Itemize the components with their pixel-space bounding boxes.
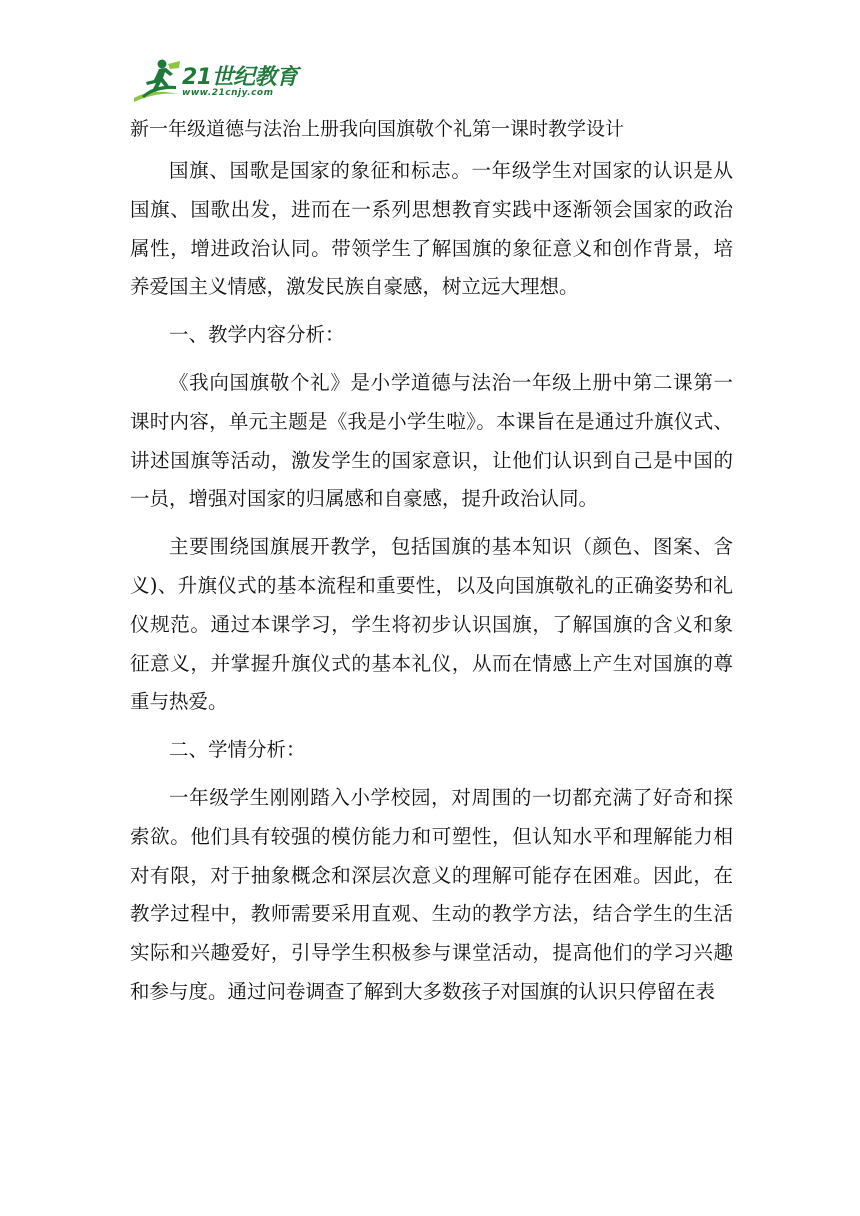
site-logo[interactable] bbox=[132, 58, 302, 104]
section-heading-content-analysis: 一、教学内容分析： bbox=[169, 323, 345, 347]
document-title: 新一年级道德与法治上册我向国旗敬个礼第一课时教学设计 bbox=[130, 118, 625, 140]
content-analysis-paragraph-1: 《我向国旗敬个礼》是小学道德与法治一年级上册中第二课第一课时内容，单元主题是《我是小学生啦》。本课旨在是通过升旗仪式、讲述国旗等活动，激发学生的国家意识，让他们认识到自己是中国的一员，增强对国家的归属感和自豪感，提升政治认同。 bbox=[130, 370, 733, 511]
logo-url: www.21cnjy.com bbox=[182, 88, 274, 98]
running-figure-icon bbox=[132, 58, 182, 104]
intro-paragraph: 国旗、国歌是国家的象征和标志。一年级学生对国家的认识是从国旗、国歌出发，进而在一系列思想教育实践中逐渐领会国家的政治属性，增进政治认同。带领学生了解国旗的象征意义和创作背景，培养爱国主义情感，激发民族自豪感，树立远大理想。 bbox=[130, 159, 733, 299]
section-heading-student-analysis: 二、学情分析： bbox=[169, 738, 306, 762]
document-body bbox=[130, 152, 733, 1021]
logo-name: 21世纪教育 bbox=[182, 65, 298, 90]
content-analysis-paragraph-2: 主要围绕国旗展开教学，包括国旗的基本知识（颜色、图案、含义)、升旗仪式的基本流程和重要性，以及向国旗敬礼的正确姿势和礼仪规范。通过本课学习，学生将初步认识国旗，了解国旗的含义和象征意义，并掌握升旗仪式的基本礼仪，从而在情感上产生对国旗的尊重与热爱。 bbox=[130, 535, 733, 714]
student-analysis-paragraph: 一年级学生刚刚踏入小学校园，对周围的一切都充满了好奇和探索欲。他们具有较强的模仿能力和可塑性，但认知水平和理解能力相对有限，对于抽象概念和深层次意义的理解可能存在困难。因此，在教学过程中，教师需要采用直观、生动的教学方法，结合学生的生活实际和兴趣爱好，引导学生积极参与课堂活动，提高他们的学习兴趣和参与度。通过问卷调查了解到大多数孩子对国旗的认识只停留在表 bbox=[130, 785, 733, 1003]
